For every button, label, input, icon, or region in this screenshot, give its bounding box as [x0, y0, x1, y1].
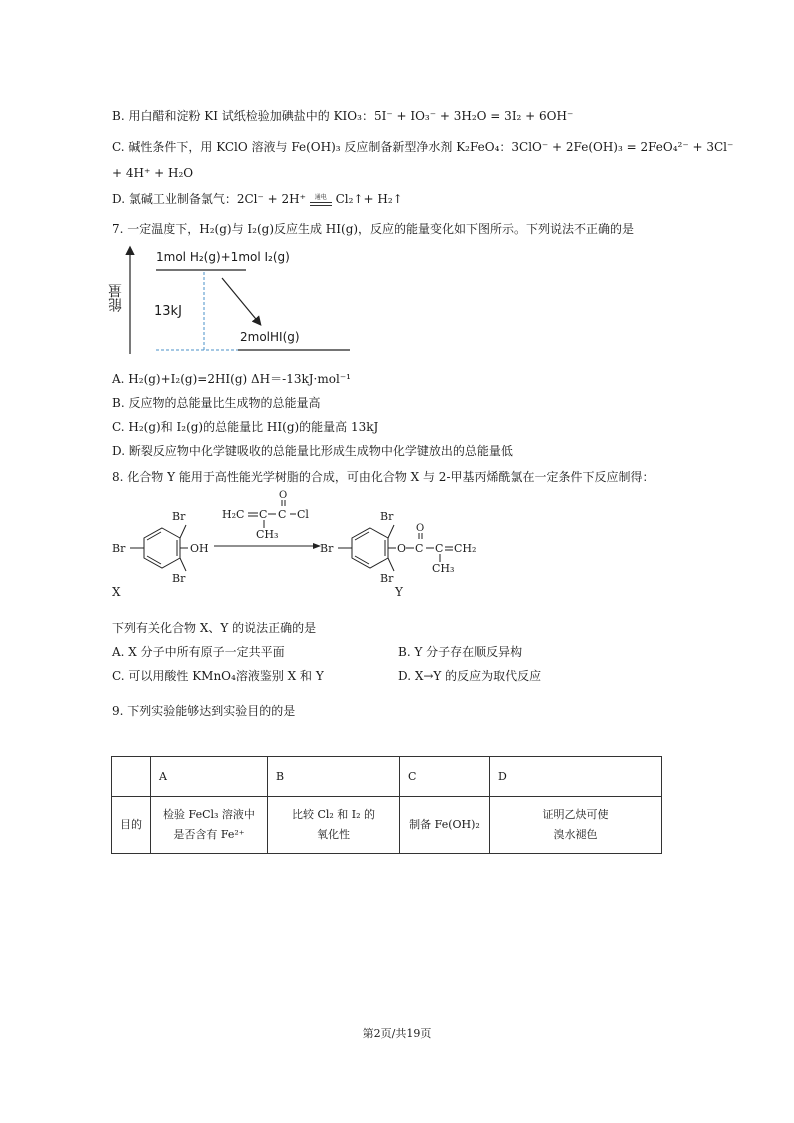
q6-option-c-line1: C. 碱性条件下，用 KClO 溶液与 Fe(OH)₃ 反应制备新型净水剂 K₂FeO₄：3ClO⁻ + 2Fe(OH)₃ = 2FeO₄²⁻ + 3Cl⁻: [112, 140, 734, 154]
q6-option-d: [112, 191, 403, 207]
q8-stem: 8. 化合物 Y 能用于高性能光学树脂的合成，可由化合物 X 与 2-甲基丙烯酰氯在一定条件下反应制得：: [112, 470, 655, 484]
q9-header-empty: [112, 757, 151, 797]
q9-table: [111, 756, 662, 854]
q9-table-row: [112, 797, 662, 854]
y-br-top: Br: [380, 510, 394, 523]
q9-cell-b: 比较 Cl₂ 和 I₂ 的 氧化性: [268, 797, 400, 854]
compound-x-label: X: [112, 585, 121, 599]
q7-option-b: B. 反应物的总能量比生成物的总能量高: [112, 396, 321, 410]
q6-option-d-suffix: Cl₂↑+ H₂↑: [335, 192, 403, 206]
q9-stem: 9. 下列实验能够达到实验目的的是: [112, 704, 296, 718]
x-br-bottom: Br: [172, 572, 186, 585]
q9-cell-a: 检验 FeCl₃ 溶液中 是否含有 Fe²⁺: [151, 797, 268, 854]
q8-option-b: B. Y 分子存在顺反异构: [398, 645, 523, 659]
compound-y-label: Y: [395, 585, 403, 599]
q9-cell-d: 证明乙炔可使 溴水褪色: [490, 797, 662, 854]
q8-option-a: A. X 分子中所有原子一定共平面: [112, 645, 285, 659]
reagent-c1: C: [259, 508, 268, 521]
q7-option-a: A. H₂(g)+I₂(g)=2HI(g) ΔH＝-13kJ·mol⁻¹: [112, 372, 351, 386]
reagent-cl: Cl: [297, 508, 309, 521]
y-ch2: CH₂: [454, 542, 477, 555]
q8-option-c: C. 可以用酸性 KMnO₄溶液鉴别 X 和 Y: [112, 669, 324, 683]
reagent-c2: C: [278, 508, 287, 521]
y-br-left: Br: [320, 542, 334, 555]
reagent-o: O: [279, 490, 288, 501]
reagent-ch3: CH₃: [256, 528, 279, 541]
q6-option-c-line2: + 4H⁺ + H₂O: [112, 166, 194, 180]
q7-stem: 7. 一定温度下，H₂(g)与 I₂(g)反应生成 HI(g)，反应的能量变化如下图所示。下列说法不正确的是: [112, 222, 635, 236]
y-alkene-c: C: [435, 542, 444, 555]
energy-diagram: [110, 242, 360, 358]
y-ch3: CH₃: [432, 562, 455, 575]
y-br-bottom: Br: [380, 572, 394, 585]
q8-option-d: D. X→Y 的反应为取代反应: [398, 669, 542, 683]
q9-row-label: 目的: [112, 797, 151, 854]
y-ester-o: O: [397, 542, 407, 555]
product-level-label: 2molHI(g): [240, 330, 300, 344]
q9-header-a: A: [151, 757, 268, 797]
page-footer: 第2页/共19页: [362, 1027, 432, 1040]
q7-option-c: C. H₂(g)和 I₂(g)的总能量比 HI(g)的能量高 13kJ: [112, 420, 379, 434]
energy-gap-label: 13kJ: [154, 304, 182, 319]
reaction-scheme: [108, 490, 508, 600]
q7-option-d: D. 断裂反应物中化学键吸收的总能量比形成生成物中化学键放出的总能量低: [112, 444, 513, 458]
reagent-h2c: H₂C: [222, 508, 245, 521]
compound-x-structure: [130, 525, 188, 571]
q9-header-c: C: [400, 757, 490, 797]
electrolysis-condition: 通电: [310, 194, 332, 206]
x-br-left: Br: [112, 542, 126, 555]
x-oh: OH: [190, 542, 209, 555]
q9-table-header-row: [112, 757, 662, 797]
q9-cell-c: 制备 Fe(OH)₂: [400, 797, 490, 854]
q8-prompt: 下列有关化合物 X、Y 的说法正确的是: [112, 621, 317, 635]
reactant-level-label: 1mol H₂(g)+1mol I₂(g): [156, 250, 290, 264]
q9-header-d: D: [490, 757, 662, 797]
x-br-top: Br: [172, 510, 186, 523]
reaction-arrow: [222, 278, 260, 324]
reagent-structure: [248, 500, 296, 528]
q6-option-d-prefix: D. 氯碱工业制备氯气：2Cl⁻ + 2H⁺: [112, 192, 306, 206]
energy-axis-label: 能量: [108, 284, 124, 312]
reaction-scheme-svg: [108, 490, 508, 600]
y-carbonyl-c: C: [415, 542, 424, 555]
y-carbonyl-o: O: [416, 523, 425, 534]
q9-header-b: B: [268, 757, 400, 797]
q6-option-b: B. 用白醋和淀粉 KI 试纸检验加碘盐中的 KIO₃：5I⁻ + IO₃⁻ + 3H₂O = 3I₂ + 6OH⁻: [112, 109, 574, 123]
